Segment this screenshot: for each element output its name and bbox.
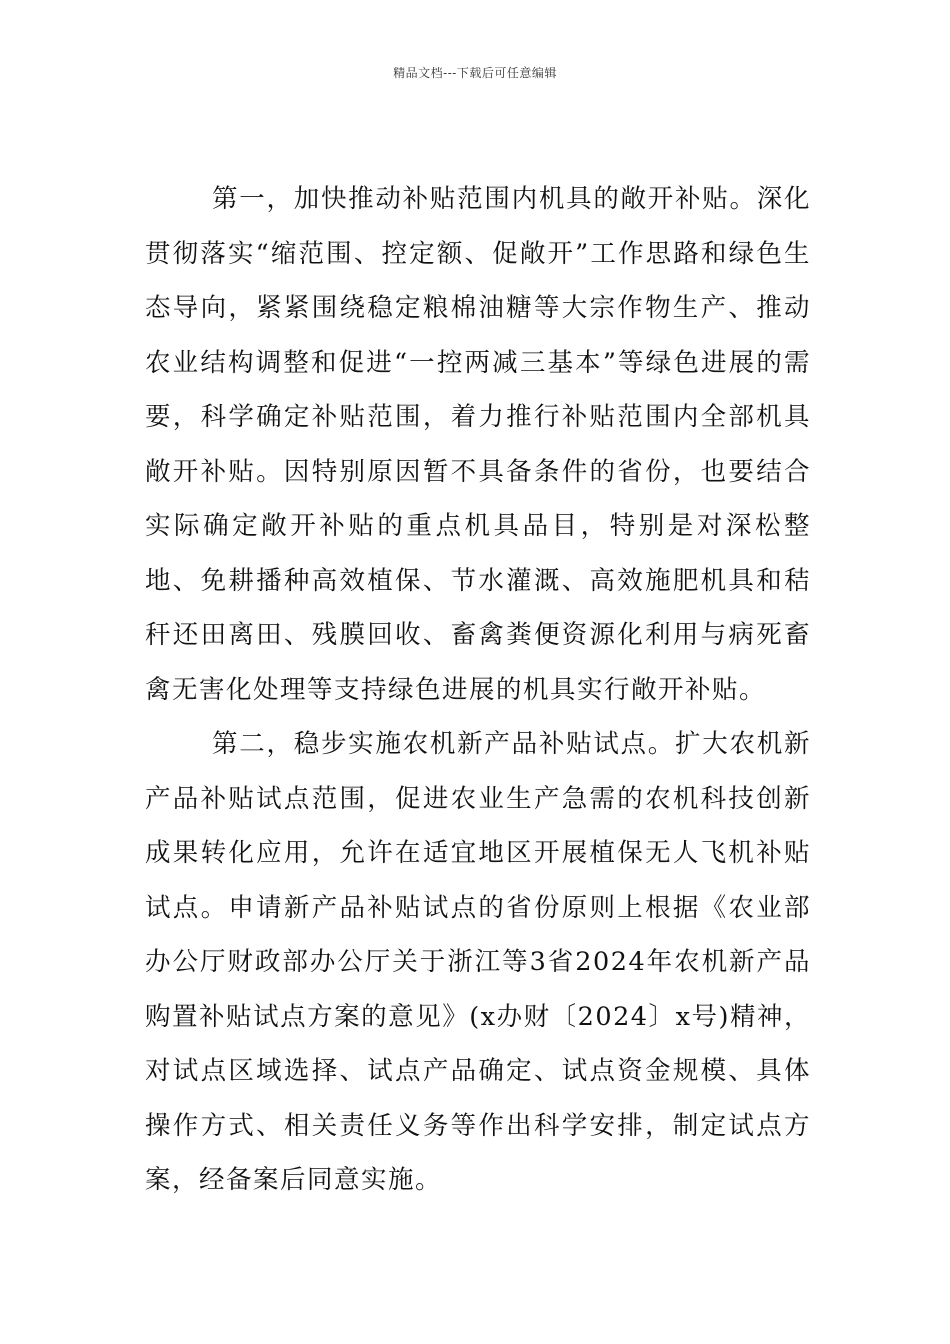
paragraph-2: 第二，稳步实施农机新产品补贴试点。扩大农机新产品补贴试点范围，促进农业生产急需的农机科技创新成果转化应用，允许在适宜地区开展植保无人飞机补贴试点。申请新产品补贴试点的省份原则上根据《农业部办公厅财政部办公厅关于浙江等3省2024年农机新产品购置补贴试点方案的意见》(x办财〔2024〕x号)精神，对试点区域选择、试点产品确定、试点资金规模、具体操作方式、相关责任义务等作出科学安排，制定试点方案，经备案后同意实施。 — [145, 729, 811, 1195]
paragraph-1: 第一，加快推动补贴范围内机具的敞开补贴。深化贯彻落实“缩范围、控定额、促敞开”工作思路和绿色生态导向，紧紧围绕稳定粮棉油糖等大宗作物生产、推动农业结构调整和促进“一控两减三基本”等绿色进展的需要，科学确定补贴范围，着力推行补贴范围内全部机具敞开补贴。因特别原因暂不具备条件的省份，也要结合实际确定敞开补贴的重点机具品目，特别是对深松整地、免耕播种高效植保、节水灌溉、高效施肥机具和秸秆还田离田、残膜回收、畜禽粪便资源化利用与病死畜禽无害化处理等支持绿色进展的机具实行敞开补贴。 — [145, 184, 811, 705]
page-header: 精品文档---下载后可任意编辑 — [393, 66, 557, 80]
